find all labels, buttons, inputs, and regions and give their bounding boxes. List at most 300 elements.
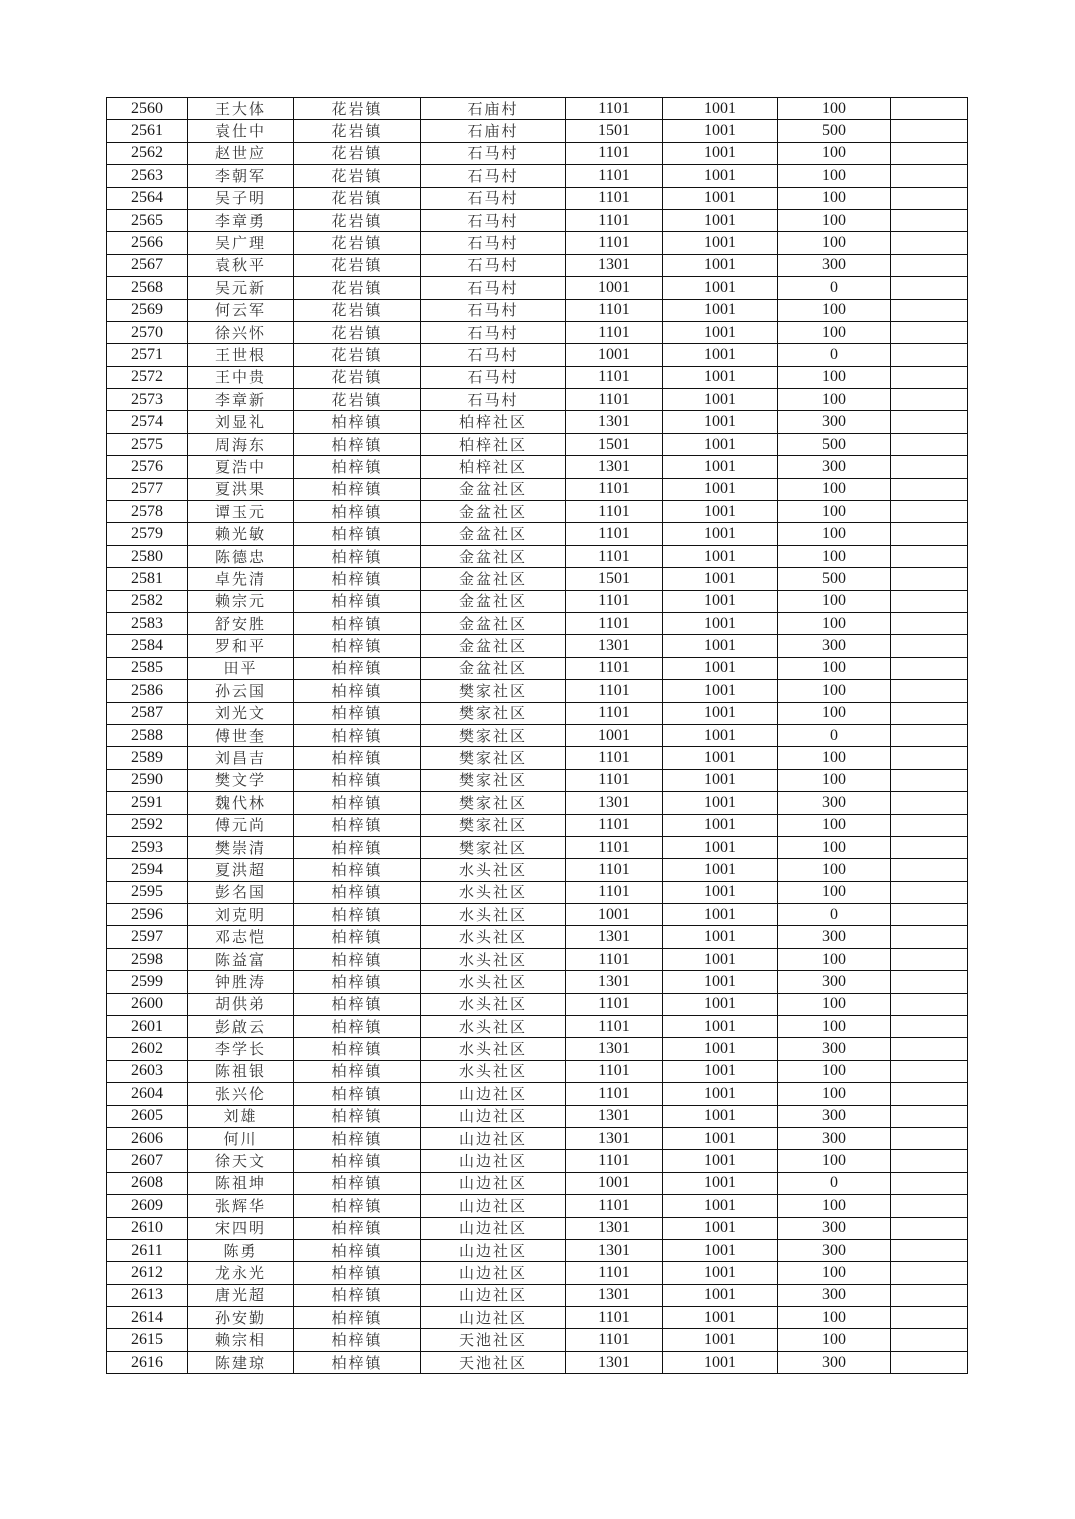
amount-cell: 100 xyxy=(778,1150,891,1172)
remark-cell xyxy=(891,433,968,455)
code-a-cell: 1101 xyxy=(566,1016,663,1038)
table-row xyxy=(107,456,968,478)
serial-number-cell: 2607 xyxy=(107,1150,188,1172)
amount-cell: 100 xyxy=(778,501,891,523)
table-row xyxy=(107,590,968,612)
serial-number-cell: 2609 xyxy=(107,1195,188,1217)
name-cell: 王大体 xyxy=(188,98,294,120)
table-row xyxy=(107,1239,968,1261)
code-b-cell: 1001 xyxy=(663,545,778,567)
town-cell: 柏梓镇 xyxy=(294,456,421,478)
code-b-cell: 1001 xyxy=(663,1172,778,1194)
name-cell: 陈建琼 xyxy=(188,1351,294,1373)
remark-cell xyxy=(891,456,968,478)
town-cell: 柏梓镇 xyxy=(294,433,421,455)
serial-number-cell: 2580 xyxy=(107,545,188,567)
remark-cell xyxy=(891,1217,968,1239)
name-cell: 王世根 xyxy=(188,344,294,366)
table-row xyxy=(107,881,968,903)
table-row xyxy=(107,366,968,388)
town-cell: 柏梓镇 xyxy=(294,478,421,500)
name-cell: 卓先清 xyxy=(188,568,294,590)
code-b-cell: 1001 xyxy=(663,478,778,500)
code-a-cell: 1101 xyxy=(566,702,663,724)
village-cell: 石马村 xyxy=(421,299,566,321)
town-cell: 柏梓镇 xyxy=(294,680,421,702)
village-cell: 金盆社区 xyxy=(421,590,566,612)
village-cell: 石马村 xyxy=(421,232,566,254)
village-cell: 石马村 xyxy=(421,277,566,299)
town-cell: 柏梓镇 xyxy=(294,1016,421,1038)
village-cell: 石马村 xyxy=(421,321,566,343)
code-a-cell: 1301 xyxy=(566,1284,663,1306)
town-cell: 柏梓镇 xyxy=(294,1307,421,1329)
code-b-cell: 1001 xyxy=(663,1239,778,1261)
code-b-cell: 1001 xyxy=(663,366,778,388)
amount-cell: 100 xyxy=(778,165,891,187)
code-a-cell: 1301 xyxy=(566,456,663,478)
town-cell: 花岩镇 xyxy=(294,389,421,411)
serial-number-cell: 2579 xyxy=(107,523,188,545)
code-a-cell: 1301 xyxy=(566,971,663,993)
village-cell: 水头社区 xyxy=(421,993,566,1015)
remark-cell xyxy=(891,702,968,724)
serial-number-cell: 2562 xyxy=(107,142,188,164)
serial-number-cell: 2595 xyxy=(107,881,188,903)
code-b-cell: 1001 xyxy=(663,859,778,881)
town-cell: 花岩镇 xyxy=(294,187,421,209)
amount-cell: 300 xyxy=(778,1239,891,1261)
name-cell: 赖宗相 xyxy=(188,1329,294,1351)
name-cell: 胡供弟 xyxy=(188,993,294,1015)
remark-cell xyxy=(891,1060,968,1082)
amount-cell: 100 xyxy=(778,1016,891,1038)
amount-cell: 0 xyxy=(778,277,891,299)
name-cell: 陈益富 xyxy=(188,948,294,970)
code-b-cell: 1001 xyxy=(663,411,778,433)
remark-cell xyxy=(891,904,968,926)
town-cell: 柏梓镇 xyxy=(294,545,421,567)
remark-cell xyxy=(891,120,968,142)
remark-cell xyxy=(891,1239,968,1261)
code-a-cell: 1101 xyxy=(566,1150,663,1172)
serial-number-cell: 2582 xyxy=(107,590,188,612)
town-cell: 柏梓镇 xyxy=(294,1195,421,1217)
serial-number-cell: 2567 xyxy=(107,254,188,276)
serial-number-cell: 2608 xyxy=(107,1172,188,1194)
name-cell: 刘昌吉 xyxy=(188,747,294,769)
name-cell: 何云军 xyxy=(188,299,294,321)
town-cell: 柏梓镇 xyxy=(294,1329,421,1351)
table-row xyxy=(107,1105,968,1127)
town-cell: 柏梓镇 xyxy=(294,747,421,769)
code-b-cell: 1001 xyxy=(663,165,778,187)
serial-number-cell: 2611 xyxy=(107,1239,188,1261)
code-a-cell: 1101 xyxy=(566,1195,663,1217)
code-b-cell: 1001 xyxy=(663,1307,778,1329)
town-cell: 花岩镇 xyxy=(294,165,421,187)
table-row xyxy=(107,836,968,858)
code-b-cell: 1001 xyxy=(663,142,778,164)
code-b-cell: 1001 xyxy=(663,1060,778,1082)
code-a-cell: 1101 xyxy=(566,165,663,187)
village-cell: 山边社区 xyxy=(421,1105,566,1127)
remark-cell xyxy=(891,948,968,970)
name-cell: 罗和平 xyxy=(188,635,294,657)
town-cell: 花岩镇 xyxy=(294,366,421,388)
village-cell: 山边社区 xyxy=(421,1262,566,1284)
serial-number-cell: 2602 xyxy=(107,1038,188,1060)
name-cell: 陈德忠 xyxy=(188,545,294,567)
name-cell: 陈祖坤 xyxy=(188,1172,294,1194)
town-cell: 柏梓镇 xyxy=(294,501,421,523)
amount-cell: 100 xyxy=(778,1329,891,1351)
name-cell: 夏洪超 xyxy=(188,859,294,881)
amount-cell: 100 xyxy=(778,993,891,1015)
name-cell: 张兴伦 xyxy=(188,1083,294,1105)
amount-cell: 100 xyxy=(778,680,891,702)
table-row xyxy=(107,859,968,881)
amount-cell: 300 xyxy=(778,1351,891,1373)
name-cell: 谭玉元 xyxy=(188,501,294,523)
code-a-cell: 1001 xyxy=(566,1172,663,1194)
village-cell: 金盆社区 xyxy=(421,545,566,567)
table-row xyxy=(107,299,968,321)
remark-cell xyxy=(891,680,968,702)
name-cell: 李章新 xyxy=(188,389,294,411)
code-a-cell: 1501 xyxy=(566,120,663,142)
amount-cell: 0 xyxy=(778,344,891,366)
table-row xyxy=(107,680,968,702)
code-a-cell: 1101 xyxy=(566,657,663,679)
village-cell: 水头社区 xyxy=(421,971,566,993)
town-cell: 花岩镇 xyxy=(294,277,421,299)
code-b-cell: 1001 xyxy=(663,680,778,702)
remark-cell xyxy=(891,98,968,120)
name-cell: 宋四明 xyxy=(188,1217,294,1239)
serial-number-cell: 2597 xyxy=(107,926,188,948)
village-cell: 石马村 xyxy=(421,209,566,231)
name-cell: 吴元新 xyxy=(188,277,294,299)
code-b-cell: 1001 xyxy=(663,792,778,814)
amount-cell: 100 xyxy=(778,299,891,321)
remark-cell xyxy=(891,299,968,321)
table-row xyxy=(107,1127,968,1149)
name-cell: 周海东 xyxy=(188,433,294,455)
town-cell: 柏梓镇 xyxy=(294,1127,421,1149)
town-cell: 柏梓镇 xyxy=(294,1060,421,1082)
remark-cell xyxy=(891,1150,968,1172)
village-cell: 金盆社区 xyxy=(421,478,566,500)
name-cell: 李学长 xyxy=(188,1038,294,1060)
village-cell: 水头社区 xyxy=(421,881,566,903)
code-b-cell: 1001 xyxy=(663,120,778,142)
code-b-cell: 1001 xyxy=(663,299,778,321)
town-cell: 柏梓镇 xyxy=(294,971,421,993)
table-row xyxy=(107,165,968,187)
town-cell: 柏梓镇 xyxy=(294,523,421,545)
remark-cell xyxy=(891,366,968,388)
village-cell: 水头社区 xyxy=(421,859,566,881)
table-row xyxy=(107,523,968,545)
name-cell: 吴子明 xyxy=(188,187,294,209)
serial-number-cell: 2581 xyxy=(107,568,188,590)
amount-cell: 100 xyxy=(778,232,891,254)
amount-cell: 100 xyxy=(778,545,891,567)
code-b-cell: 1001 xyxy=(663,254,778,276)
code-b-cell: 1001 xyxy=(663,769,778,791)
village-cell: 石马村 xyxy=(421,366,566,388)
code-a-cell: 1501 xyxy=(566,433,663,455)
town-cell: 柏梓镇 xyxy=(294,657,421,679)
serial-number-cell: 2589 xyxy=(107,747,188,769)
town-cell: 柏梓镇 xyxy=(294,1083,421,1105)
amount-cell: 300 xyxy=(778,254,891,276)
remark-cell xyxy=(891,836,968,858)
village-cell: 樊家社区 xyxy=(421,747,566,769)
name-cell: 袁仕中 xyxy=(188,120,294,142)
table-row xyxy=(107,209,968,231)
remark-cell xyxy=(891,769,968,791)
remark-cell xyxy=(891,971,968,993)
code-b-cell: 1001 xyxy=(663,433,778,455)
remark-cell xyxy=(891,1307,968,1329)
table-row xyxy=(107,1307,968,1329)
code-a-cell: 1101 xyxy=(566,209,663,231)
code-a-cell: 1101 xyxy=(566,98,663,120)
town-cell: 柏梓镇 xyxy=(294,590,421,612)
code-a-cell: 1101 xyxy=(566,501,663,523)
serial-number-cell: 2594 xyxy=(107,859,188,881)
remark-cell xyxy=(891,1172,968,1194)
code-b-cell: 1001 xyxy=(663,993,778,1015)
town-cell: 柏梓镇 xyxy=(294,724,421,746)
serial-number-cell: 2598 xyxy=(107,948,188,970)
name-cell: 刘克明 xyxy=(188,904,294,926)
name-cell: 刘显礼 xyxy=(188,411,294,433)
table-row xyxy=(107,142,968,164)
code-a-cell: 1101 xyxy=(566,680,663,702)
amount-cell: 100 xyxy=(778,209,891,231)
serial-number-cell: 2560 xyxy=(107,98,188,120)
code-a-cell: 1101 xyxy=(566,142,663,164)
table-row xyxy=(107,1172,968,1194)
remark-cell xyxy=(891,321,968,343)
serial-number-cell: 2591 xyxy=(107,792,188,814)
name-cell: 钟胜涛 xyxy=(188,971,294,993)
town-cell: 柏梓镇 xyxy=(294,836,421,858)
name-cell: 彭啟云 xyxy=(188,1016,294,1038)
remark-cell xyxy=(891,1105,968,1127)
serial-number-cell: 2613 xyxy=(107,1284,188,1306)
code-a-cell: 1101 xyxy=(566,836,663,858)
code-b-cell: 1001 xyxy=(663,635,778,657)
code-b-cell: 1001 xyxy=(663,1351,778,1373)
town-cell: 柏梓镇 xyxy=(294,1351,421,1373)
code-b-cell: 1001 xyxy=(663,971,778,993)
amount-cell: 100 xyxy=(778,747,891,769)
remark-cell xyxy=(891,232,968,254)
amount-cell: 100 xyxy=(778,859,891,881)
code-a-cell: 1101 xyxy=(566,1329,663,1351)
serial-number-cell: 2583 xyxy=(107,612,188,634)
name-cell: 樊崇清 xyxy=(188,836,294,858)
amount-cell: 100 xyxy=(778,321,891,343)
village-cell: 金盆社区 xyxy=(421,523,566,545)
town-cell: 花岩镇 xyxy=(294,232,421,254)
remark-cell xyxy=(891,724,968,746)
remark-cell xyxy=(891,1284,968,1306)
town-cell: 柏梓镇 xyxy=(294,411,421,433)
table-row xyxy=(107,1038,968,1060)
code-b-cell: 1001 xyxy=(663,1329,778,1351)
code-b-cell: 1001 xyxy=(663,1217,778,1239)
code-a-cell: 1101 xyxy=(566,321,663,343)
amount-cell: 100 xyxy=(778,948,891,970)
code-a-cell: 1101 xyxy=(566,389,663,411)
village-cell: 金盆社区 xyxy=(421,612,566,634)
table-row xyxy=(107,120,968,142)
serial-number-cell: 2616 xyxy=(107,1351,188,1373)
table-row xyxy=(107,1329,968,1351)
code-a-cell: 1301 xyxy=(566,1239,663,1261)
town-cell: 柏梓镇 xyxy=(294,859,421,881)
village-cell: 水头社区 xyxy=(421,904,566,926)
serial-number-cell: 2571 xyxy=(107,344,188,366)
amount-cell: 300 xyxy=(778,1127,891,1149)
table-row xyxy=(107,612,968,634)
table-row xyxy=(107,501,968,523)
table-row xyxy=(107,1150,968,1172)
serial-number-cell: 2565 xyxy=(107,209,188,231)
serial-number-cell: 2586 xyxy=(107,680,188,702)
amount-cell: 100 xyxy=(778,881,891,903)
name-cell: 徐天文 xyxy=(188,1150,294,1172)
amount-cell: 100 xyxy=(778,769,891,791)
amount-cell: 300 xyxy=(778,971,891,993)
table-row xyxy=(107,344,968,366)
table-row xyxy=(107,702,968,724)
village-cell: 山边社区 xyxy=(421,1083,566,1105)
village-cell: 山边社区 xyxy=(421,1284,566,1306)
code-a-cell: 1501 xyxy=(566,568,663,590)
code-b-cell: 1001 xyxy=(663,814,778,836)
amount-cell: 300 xyxy=(778,1105,891,1127)
code-a-cell: 1101 xyxy=(566,814,663,836)
amount-cell: 100 xyxy=(778,836,891,858)
code-b-cell: 1001 xyxy=(663,657,778,679)
remark-cell xyxy=(891,993,968,1015)
amount-cell: 100 xyxy=(778,523,891,545)
amount-cell: 300 xyxy=(778,1217,891,1239)
remark-cell xyxy=(891,657,968,679)
table-row xyxy=(107,1195,968,1217)
town-cell: 柏梓镇 xyxy=(294,1217,421,1239)
town-cell: 柏梓镇 xyxy=(294,1172,421,1194)
name-cell: 夏洪果 xyxy=(188,478,294,500)
serial-number-cell: 2585 xyxy=(107,657,188,679)
table-row xyxy=(107,971,968,993)
code-b-cell: 1001 xyxy=(663,881,778,903)
town-cell: 花岩镇 xyxy=(294,142,421,164)
table-row xyxy=(107,389,968,411)
town-cell: 柏梓镇 xyxy=(294,612,421,634)
remark-cell xyxy=(891,859,968,881)
serial-number-cell: 2569 xyxy=(107,299,188,321)
village-cell: 石马村 xyxy=(421,187,566,209)
name-cell: 徐兴怀 xyxy=(188,321,294,343)
amount-cell: 300 xyxy=(778,1038,891,1060)
code-b-cell: 1001 xyxy=(663,836,778,858)
table-row xyxy=(107,926,968,948)
code-a-cell: 1001 xyxy=(566,277,663,299)
remark-cell xyxy=(891,545,968,567)
name-cell: 彭名国 xyxy=(188,881,294,903)
table-row xyxy=(107,545,968,567)
village-cell: 石庙村 xyxy=(421,120,566,142)
serial-number-cell: 2566 xyxy=(107,232,188,254)
remark-cell xyxy=(891,142,968,164)
village-cell: 水头社区 xyxy=(421,926,566,948)
town-cell: 柏梓镇 xyxy=(294,1239,421,1261)
town-cell: 柏梓镇 xyxy=(294,635,421,657)
code-b-cell: 1001 xyxy=(663,1284,778,1306)
town-cell: 柏梓镇 xyxy=(294,568,421,590)
remark-cell xyxy=(891,1038,968,1060)
town-cell: 花岩镇 xyxy=(294,321,421,343)
remark-cell xyxy=(891,926,968,948)
village-cell: 天池社区 xyxy=(421,1329,566,1351)
serial-number-cell: 2604 xyxy=(107,1083,188,1105)
code-b-cell: 1001 xyxy=(663,1083,778,1105)
remark-cell xyxy=(891,1195,968,1217)
code-b-cell: 1001 xyxy=(663,321,778,343)
code-a-cell: 1301 xyxy=(566,926,663,948)
amount-cell: 300 xyxy=(778,1284,891,1306)
town-cell: 柏梓镇 xyxy=(294,1284,421,1306)
town-cell: 柏梓镇 xyxy=(294,993,421,1015)
village-cell: 石庙村 xyxy=(421,98,566,120)
name-cell: 何川 xyxy=(188,1127,294,1149)
amount-cell: 0 xyxy=(778,1172,891,1194)
table-row xyxy=(107,635,968,657)
remark-cell xyxy=(891,1016,968,1038)
village-cell: 柏梓社区 xyxy=(421,433,566,455)
code-b-cell: 1001 xyxy=(663,590,778,612)
code-b-cell: 1001 xyxy=(663,948,778,970)
code-b-cell: 1001 xyxy=(663,277,778,299)
town-cell: 柏梓镇 xyxy=(294,881,421,903)
amount-cell: 100 xyxy=(778,1307,891,1329)
code-b-cell: 1001 xyxy=(663,702,778,724)
table-body xyxy=(107,98,968,1374)
village-cell: 天池社区 xyxy=(421,1351,566,1373)
code-b-cell: 1001 xyxy=(663,1016,778,1038)
amount-cell: 300 xyxy=(778,456,891,478)
code-b-cell: 1001 xyxy=(663,747,778,769)
amount-cell: 300 xyxy=(778,411,891,433)
table-row xyxy=(107,1016,968,1038)
remark-cell xyxy=(891,165,968,187)
amount-cell: 100 xyxy=(778,389,891,411)
village-cell: 金盆社区 xyxy=(421,657,566,679)
table-row xyxy=(107,187,968,209)
code-a-cell: 1101 xyxy=(566,948,663,970)
code-a-cell: 1301 xyxy=(566,1038,663,1060)
table-row xyxy=(107,1083,968,1105)
serial-number-cell: 2588 xyxy=(107,724,188,746)
code-a-cell: 1101 xyxy=(566,545,663,567)
